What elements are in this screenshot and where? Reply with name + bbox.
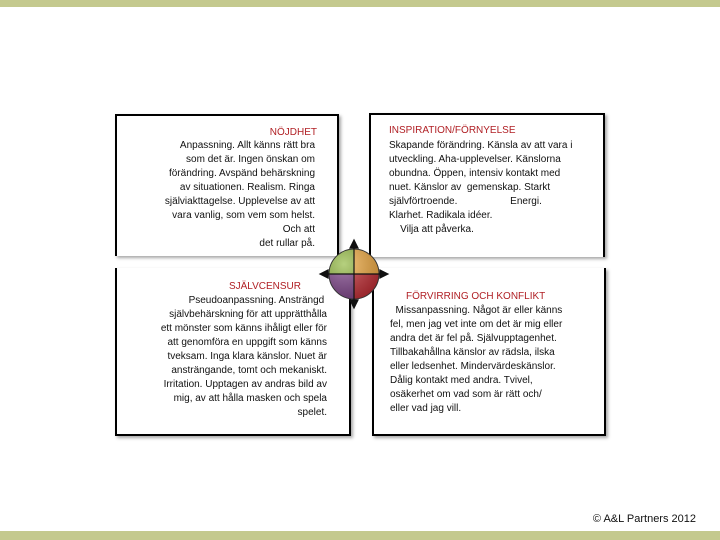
quadrant-title: SJÄLVCENSUR (228, 281, 301, 292)
quadrant-title: FÖRVIRRING OCH KONFLIKT (406, 291, 546, 302)
bottom-band (0, 531, 720, 540)
quadrant-text: Skapande förändring. Känsla av att vara i utveckling. Aha-upplevelser. Känslorna obundna. Öppen, intensiv kontakt med nuet. Känslor av gemenskap. Starkt självförtroende. Energi. Klarhet. Radikala idéer. Vilja att påverka. (389, 140, 573, 235)
quadrant-title: NÖJDHET (269, 127, 317, 138)
quadrant-inspiration (369, 113, 605, 257)
compass-icon (316, 236, 392, 312)
quadrant-text: Anpassning. Allt känns rätt bra som det är. Ingen önskan om förändring. Avspänd behärskning av situationen. Realism. Ringa själviakttagelse. Upplevelse av att vara vanlig, som vem som helst. Och att det rullar på. (164, 140, 315, 249)
quadrant-nojdhet (115, 114, 339, 256)
compass-arrows (320, 240, 388, 308)
quadrant-forvirring (372, 268, 606, 436)
copyright-text: © A&L Partners 2012 (592, 513, 696, 525)
quadrant-text: Pseudoanpassning. Ansträngd självbehärskning för att upprätthålla ett mönster som känns ihåligt eller för att genomföra en uppgift som känns tveksam. Inga klara känslor. Nuet är ansträngande, tomt och mekaniskt. Irritation. Upptagen av andras bild av mig, av att hålla masken och spela spelet. (160, 295, 327, 418)
quadrant-title: INSPIRATION/FÖRNYELSE (389, 125, 516, 136)
top-band (0, 0, 720, 7)
quadrant-text: Missanpassning. Något är eller känns fel, men jag vet inte om det är mig eller andra det är fel på. Självupptagenhet. Tillbakahållna känslor av rädsla, ilska eller ledsenhet. Mindervärdeskänslor. Dålig kontakt med andra. Tvivel, osäkerhet om vad som är rätt och/ eller vad jag vill. (390, 305, 563, 414)
